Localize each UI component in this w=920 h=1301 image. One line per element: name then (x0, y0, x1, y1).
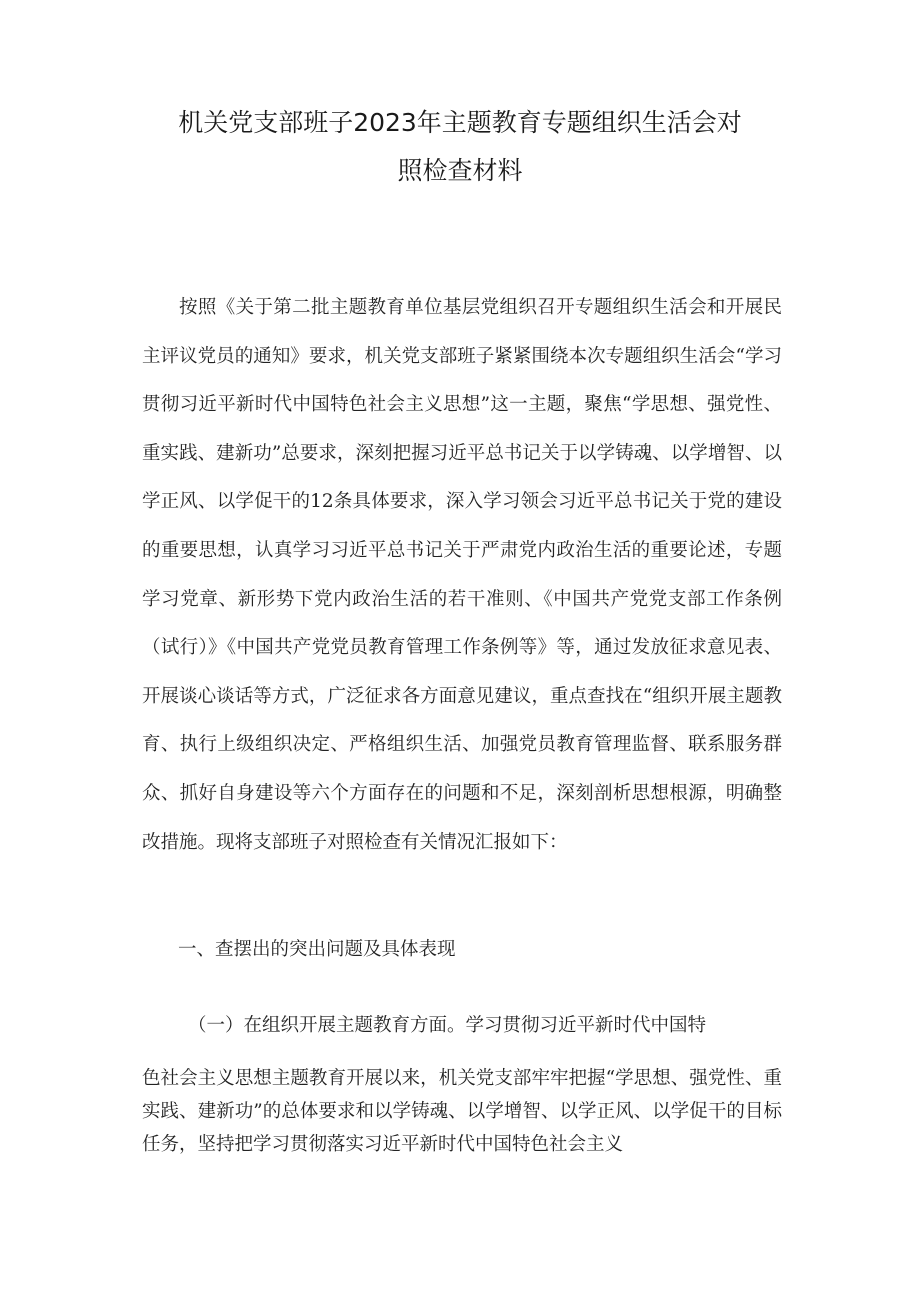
document-title-line-2: 照检查材料 (397, 156, 523, 185)
intro-paragraph: 按照《关于第二批主题教育单位基层党组织召开专题组织生活会和开展民主评议党员的通知》要求，机关党支部班子紧紧围绕本次专题组织生活会“学习贯彻习近平新时代中国特色社会主义思想”这一主题，聚焦“学思想、强党性、重实践、建新功”总要求，深刻把握习近平总书记关于以学铸魂、以学增智、以学正风、以学促干的12条具体要求，深入学习领会习近平总书记关于党的建设的重要思想，认真学习习近平总书记关于严肃党内政治生活的重要论述，专题学习党章、新形势下党内政治生活的若干准则、《中国共产党党支部工作条例（试行）》《中国共产党党员教育管理工作条例等》等，通过发放征求意见表、开展谈心谈话等方式，广泛征求各方面意见建议，重点查找在“组织开展主题教育、执行上级组织决定、严格组织生活、加强党员教育管理监督、联系服务群众、抓好自身建设等六个方面存在的问题和不足，深刻剖析思想根源，明确整改措施。现将支部班子对照检查有关情况汇报如下： (142, 297, 782, 853)
subsection-paragraph: 色社会主义思想主题教育开展以来，机关党支部牢牢把握“学思想、强党性、重实践、建新功”的总体要求和以学铸魂、以学增智、以学正风、以学促干的目标任务，坚持把学习贯彻落实习近平新时代中国特色社会主义 (142, 1068, 782, 1155)
document-title-line-1: 机关党支部班子2023年主题教育专题组织生活会对 (178, 108, 742, 137)
section-heading: 一、查摆出的突出问题及具体表现 (178, 939, 456, 960)
subsection-heading: （一）在组织开展主题教育方面。学习贯彻习近平新时代中国特 (188, 1015, 707, 1036)
